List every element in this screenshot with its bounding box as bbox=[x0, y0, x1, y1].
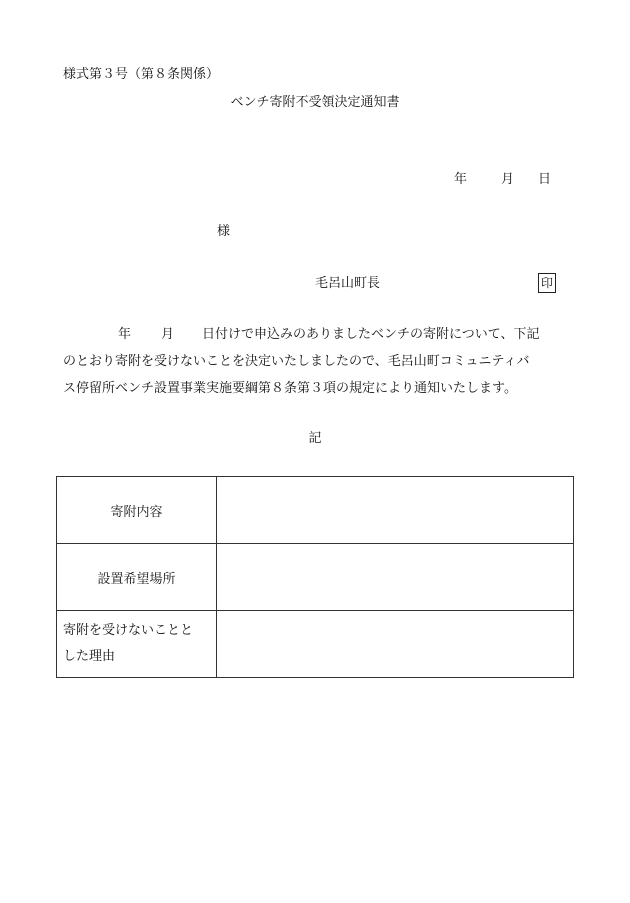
seal-mark: 印 bbox=[538, 273, 556, 293]
row-value-rejection-reason[interactable] bbox=[217, 611, 574, 678]
body-line-3: ス停留所ベンチ設置事業実施要綱第８条第３項の規定により通知いたします。 bbox=[63, 381, 517, 396]
table-row bbox=[57, 611, 574, 678]
date-year-label: 年 bbox=[454, 172, 468, 187]
document-title: ベンチ寄附不受領決定通知書 bbox=[230, 95, 400, 110]
table-row bbox=[57, 477, 574, 544]
date-month-label: 月 bbox=[501, 172, 515, 187]
detail-table bbox=[56, 476, 574, 678]
body-line-2: のとおり寄附を受けないことを決定いたしましたので、毛呂山町コミュニティバ bbox=[63, 354, 530, 369]
form-number: 様式第３号（第８条関係） bbox=[63, 67, 220, 82]
ki-heading: 記 bbox=[308, 431, 322, 446]
date-line bbox=[454, 173, 551, 186]
body-line-1: 年 月 日付けで申込みのありましたベンチの寄附について、下記 bbox=[118, 327, 540, 342]
sender-name: 毛呂山町長 bbox=[315, 276, 381, 291]
row-label-desired-location: 設置希望場所 bbox=[57, 544, 217, 611]
row-value-donation-content[interactable] bbox=[217, 477, 574, 544]
notice-body bbox=[63, 321, 583, 402]
date-day-label: 日 bbox=[538, 172, 552, 187]
body-month-label: 月 bbox=[161, 327, 175, 342]
row-label-rejection-reason: 寄附を受けないことと した理由 bbox=[57, 611, 217, 678]
body-year-label: 年 bbox=[118, 327, 132, 342]
row-value-desired-location[interactable] bbox=[217, 544, 574, 611]
table-row bbox=[57, 544, 574, 611]
row-label-donation-content: 寄附内容 bbox=[57, 477, 217, 544]
addressee-honorific: 様 bbox=[217, 224, 231, 239]
